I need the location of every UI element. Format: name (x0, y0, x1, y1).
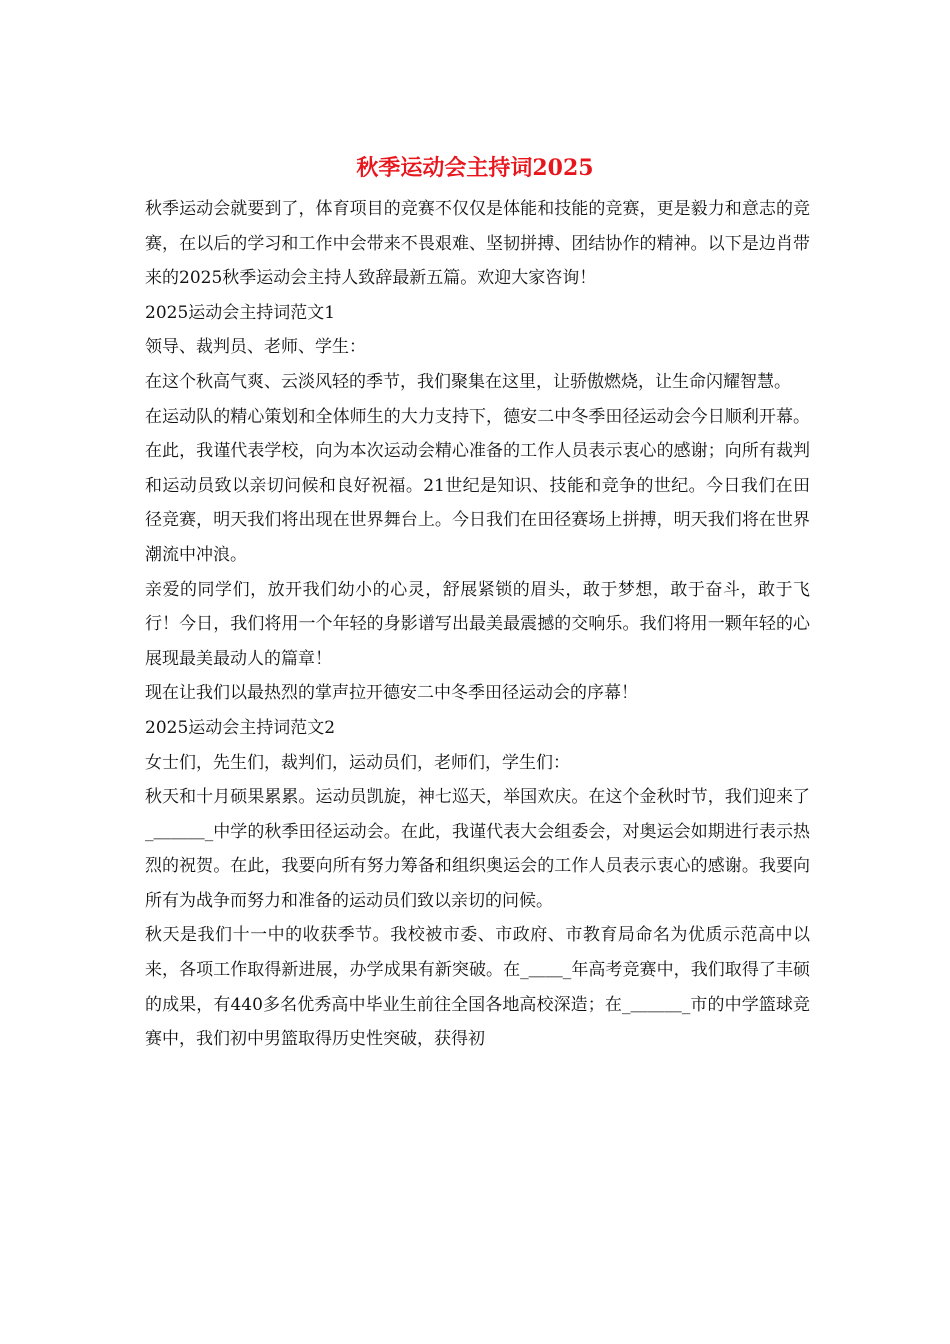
section-heading-2: 2025运动会主持词范文2 (145, 717, 336, 738)
paragraph: 现在让我们以最热烈的掌声拉开德安二中冬季田径运动会的序幕！ (145, 683, 638, 704)
salutation-2: 女士们，先生们，裁判们，运动员们，老师们，学生们： (145, 752, 570, 773)
document-body (145, 192, 810, 1057)
section-heading-1: 2025运动会主持词范文1 (145, 302, 336, 323)
paragraph: 秋天和十月硕果累累。运动员凯旋，神七巡天，举国欢庆。在这个金秋时节，我们迎来了_＿＿＿_中学的秋季田径运动会。在此，我谨代表大会组委会，对奥运会如期进行表示热烈的祝贺。在此，我要向所有努力筹备和组织奥运会的工作人员表示衷心的感谢。我要向所有为战争而努力和准备的运动员们致以亲切的问候。 (145, 787, 810, 911)
salutation-1: 领导、裁判员、老师、学生： (145, 337, 366, 358)
document-title: 秋季运动会主持词2025 (356, 155, 594, 181)
paragraph: 在运动队的精心策划和全体师生的大力支持下，德安二中冬季田径运动会今日顺利开幕。在此，我谨代表学校，向为本次运动会精心准备的工作人员表示衷心的感谢；向所有裁判和运动员致以亲切问候和良好祝福。21世纪是知识、技能和竞争的世纪。今日我们在田径竞赛，明天我们将出现在世界舞台上。今日我们在田径赛场上拼搏，明天我们将在世界潮流中冲浪。 (145, 406, 810, 565)
paragraph: 亲爱的同学们，放开我们幼小的心灵，舒展紧锁的眉头，敢于梦想，敢于奋斗，敢于飞行！今日，我们将用一个年轻的身影谱写出最美最震撼的交响乐。我们将用一颗年轻的心展现最美最动人的篇章！ (145, 579, 810, 669)
intro-paragraph: 秋季运动会就要到了，体育项目的竞赛不仅仅是体能和技能的竞赛，更是毅力和意志的竞赛，在以后的学习和工作中会带来不畏艰难、坚韧拼搏、团结协作的精神。以下是边肖带来的2025秋季运动会主持人致辞最新五篇。欢迎大家咨询！ (145, 199, 810, 289)
paragraph: 秋天是我们十一中的收获季节。我校被市委、市政府、市教育局命名为优质示范高中以来，各项工作取得新进展，办学成果有新突破。在_＿＿_年高考竞赛中，我们取得了丰硕的成果，有440多名优秀高中毕业生前往全国各地高校深造；在_＿＿＿_市的中学篮球竞赛中，我们初中男篮取得历史性突破，获得初 (145, 925, 810, 1050)
paragraph: 在这个秋高气爽、云淡风轻的季节，我们聚集在这里，让骄傲燃烧，让生命闪耀智慧。 (145, 371, 791, 392)
